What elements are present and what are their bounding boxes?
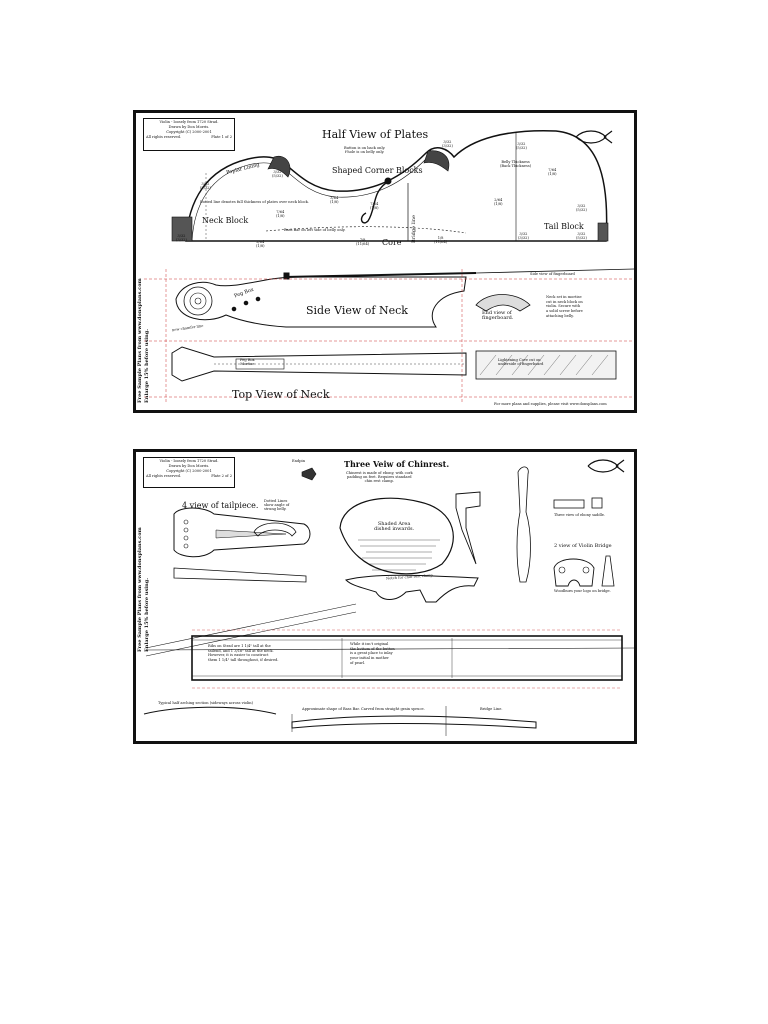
bass-bar: [292, 716, 536, 728]
tail-block: [598, 223, 608, 241]
chinrest-note: Chinrest is made of ebony, with cork padding on feet. Requires standard chin rest clamp.: [346, 471, 413, 483]
bridge-title: 2 view of Violin Bridge: [554, 543, 612, 549]
plate-2-drawing: [136, 452, 634, 741]
button-note: Button is on back only. f-hole is on belly only.: [344, 146, 386, 154]
credit-line: Drawn by Don Morris.: [168, 124, 210, 129]
chinrest-top: [340, 498, 453, 574]
footer-note: For more plans and supplies, please visit www.donsplans.com: [494, 402, 607, 406]
saddle-label: Three view of ebony saddle.: [554, 513, 606, 517]
fingerboard-end-label: End view of fingerboard.: [482, 310, 514, 322]
plate-number: Plate 2 of 2: [211, 473, 232, 478]
side-text-line: Free Sample Plans from www.donsplans.com: [137, 278, 143, 403]
poplar-lining-label: Poplar Lining: [225, 161, 261, 177]
thickness-mark: 3/32 (5/32): [576, 204, 587, 212]
credit-line: Drawn by Don Morris.: [168, 463, 210, 468]
notch-label: Notch for chin-rest clamp: [385, 573, 433, 581]
thickness-mark: 3/64 (1/8): [330, 196, 339, 204]
credit-line: Violin - loosely from 1720 Strad.: [159, 459, 219, 463]
bridge-line-label: Bridge Line.: [480, 707, 503, 711]
thickness-mark: 3/32 (5/32): [272, 170, 283, 178]
thickness-mark: 3/32 (5/32): [516, 142, 527, 150]
thickness-mark: 2/64 (1/8): [256, 240, 265, 248]
lightening-cove-label: Lightening Cove cut on underside of fingerboard: [498, 358, 544, 366]
half-view-title: Half View of Plates: [322, 128, 429, 141]
bridge-note: Woodburn your logo on bridge.: [554, 589, 611, 593]
thickness-mark: 3/32 (3/32): [518, 232, 529, 240]
arching-section: [144, 707, 276, 714]
tailpiece-title: 4 view of tailpiece.: [182, 501, 259, 510]
shaded-area-label: Shaded Area dished inwards.: [374, 521, 415, 533]
thickness-mark: 3/32 (3/32): [442, 140, 453, 148]
fingerboard-end: [476, 295, 530, 312]
bridge-side: [602, 556, 614, 586]
credit-line: Copyright (C) 2000-2001: [166, 129, 212, 134]
tailpiece-side: [174, 568, 306, 582]
plate-number: Plate 1 of 2: [211, 134, 232, 139]
tail-block-label: Tail Block: [544, 222, 584, 231]
side-text: [137, 527, 150, 652]
fish-logo: [576, 131, 612, 143]
thickness-mark: 7/64 (1/8): [370, 202, 379, 210]
thickness-mark: 1/8 (11/64): [434, 236, 448, 244]
belly-thickness-label: Belly Thickness (Back Thickness): [500, 160, 532, 168]
core-label: Core: [382, 238, 402, 247]
plate-1-sheet: [133, 110, 637, 413]
thickness-mark: 2/64 (1/8): [494, 198, 503, 206]
corner-block-right: [424, 151, 449, 171]
chamfer-line-label: new chamfer line: [171, 323, 204, 333]
credit-line: All rights reserved.: [146, 134, 182, 139]
ribs-note: Ribs on Strad are 1 1/4" tall at the tailend, and 1 3/16" tall at the neck. However, it is easier to construct them 1 1/4" tall throughout, if desired.: [208, 644, 279, 663]
side-view-neck-title: Side View of Neck: [306, 304, 408, 317]
chinrest-end: [456, 492, 480, 564]
thickness-mark: 7/64 (1/8): [276, 210, 285, 218]
saddle-top: [554, 500, 584, 508]
plate-1-drawing: [136, 113, 634, 410]
neck-side: [176, 277, 466, 327]
endpin: [302, 468, 316, 480]
dotted-line-note: Dotted line denotes full thickness of plates over neck block.: [200, 200, 309, 204]
fish-logo: [588, 460, 624, 472]
violin-side-view: [517, 467, 531, 582]
bridge-line-label: Bridge line: [411, 215, 417, 243]
side-text-line: Free Sample Plans from www.donsplans.com: [137, 527, 143, 652]
thickness-mark: 3/32 (5/32): [576, 232, 587, 240]
shaped-corner-blocks-label: Shaped Corner Blocks: [332, 166, 423, 175]
side-text-line: Enlarge 15% before using.: [143, 577, 150, 652]
lightening-cove: [476, 351, 616, 379]
thickness-mark: 3/32 (5/32): [200, 182, 211, 190]
credit-line: All rights reserved.: [146, 473, 182, 478]
bass-bar-shape-note: Approximate shape of Bass Bar. Carved from straight grain spruce.: [302, 707, 425, 711]
saddle-side: [592, 498, 602, 508]
credit-box: [143, 118, 235, 151]
thickness-mark: 7/64 (1/8): [548, 168, 557, 176]
endpin-label: Endpin: [292, 459, 306, 463]
credit-line: Violin - loosely from 1720 Strad.: [159, 120, 219, 124]
side-text: [137, 278, 150, 403]
dotted-lines-note: Dotted Lines show angle of strung belly.: [264, 499, 290, 511]
plate-2-sheet: [133, 449, 637, 744]
peg-box-label: Peg Box: [233, 286, 255, 300]
thickness-mark: 7/8 (11/64): [356, 238, 370, 246]
peg-box-mortise-label: Peg Box Mortise: [240, 358, 255, 366]
neck-block-label: Neck Block: [202, 216, 249, 225]
side-text-line: Enlarge 15% before using.: [143, 328, 150, 403]
top-view-neck-title: Top View of Neck: [232, 388, 330, 401]
neck-note: Neck set in mortise cut in neck block on violin. Secure with a solid screw before attaching belly.: [546, 295, 583, 318]
thickness-mark: 3/32 (3/32): [176, 234, 187, 242]
chinrest-title: Three Veiw of Chinrest.: [344, 459, 450, 469]
purfling-note: While it isn't original the bottom of the button is a great place to inlay your initial in mother of pearl.: [350, 642, 395, 665]
bass-bar-note: Bass Bar on left side of belly only.: [284, 228, 346, 232]
credit-box: [143, 457, 235, 488]
arching-note: Typical half arching section (sideways across violin): [158, 701, 253, 705]
side-view-fingerboard-label: Side view of fingerboard: [530, 272, 575, 276]
credit-line: Copyright (C) 2000-2001: [166, 468, 212, 473]
